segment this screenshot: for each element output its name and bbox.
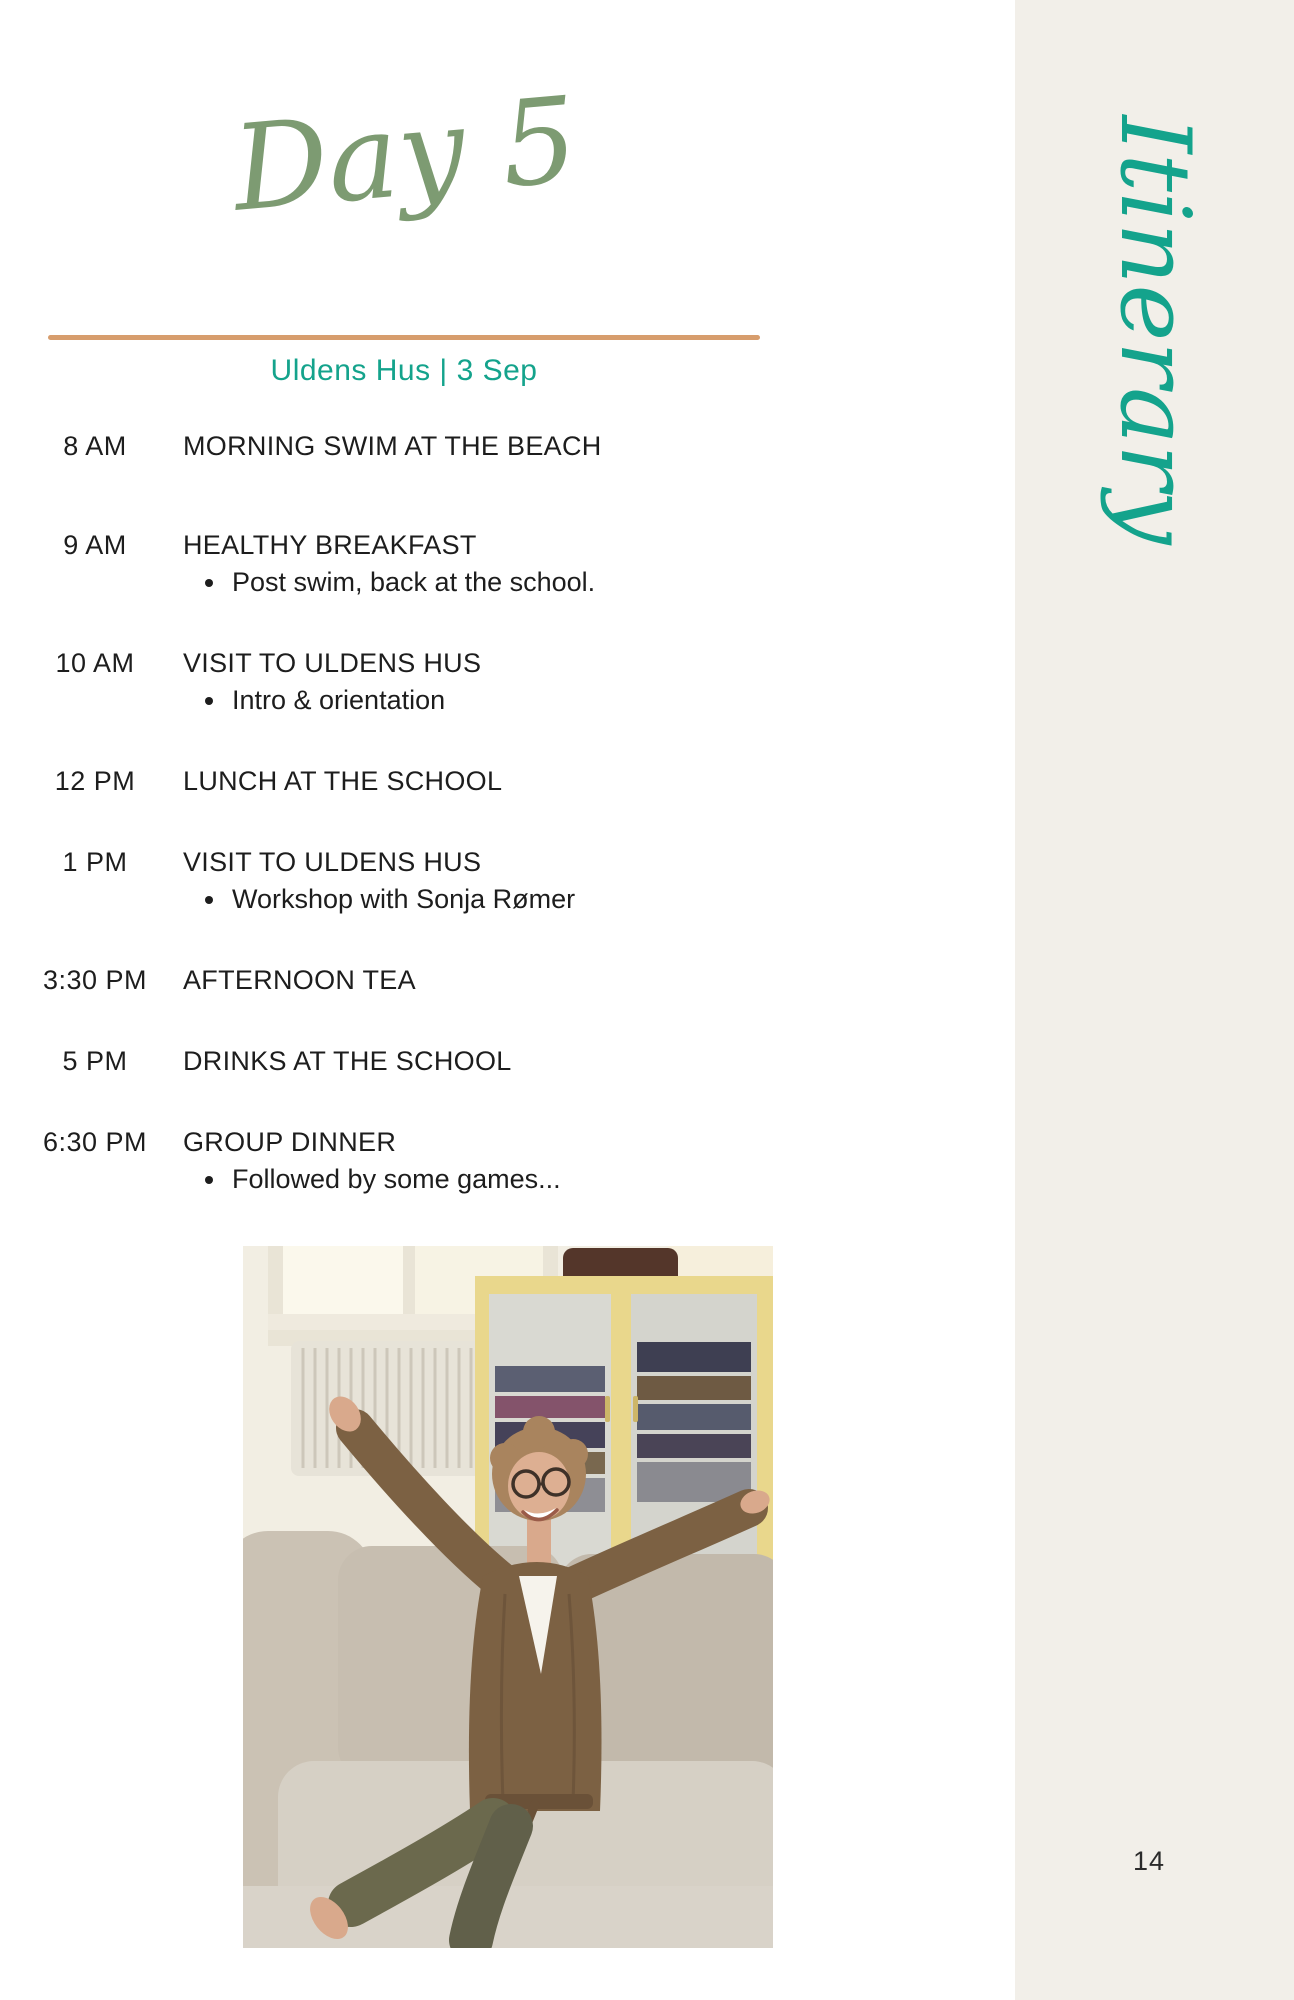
location-date-subtitle: Uldens Hus | 3 Sep xyxy=(270,354,538,387)
schedule-activity-title: LUNCH AT THE SCHOOL xyxy=(183,766,503,796)
schedule-activity-detail: Intro & orientation xyxy=(232,685,446,715)
bullet-dot-icon xyxy=(205,896,213,904)
photo-illustration xyxy=(243,1246,773,1948)
bullet-dot-icon xyxy=(205,697,213,705)
page-number: 14 xyxy=(1133,1846,1166,1876)
schedule-time: 6:30 PM xyxy=(42,1127,148,1157)
schedule-activity xyxy=(183,1043,512,1080)
bullet-dot-icon xyxy=(205,1176,213,1184)
sidebar-itinerary-label: Itinerary xyxy=(1098,115,1211,545)
schedule-activity-detail: Followed by some games... xyxy=(232,1164,561,1194)
schedule-activity-title: HEALTHY BREAKFAST xyxy=(183,530,477,560)
schedule-time: 8 AM xyxy=(63,431,127,461)
schedule-activity-title: MORNING SWIM AT THE BEACH xyxy=(183,431,602,461)
schedule-row xyxy=(40,645,1015,719)
schedule-row xyxy=(40,1043,1015,1080)
divider-line xyxy=(48,335,760,340)
schedule-activity-detail: Workshop with Sonja Rømer xyxy=(232,884,576,914)
schedule-activity-title: VISIT TO ULDENS HUS xyxy=(183,847,482,877)
schedule-row xyxy=(40,527,1015,601)
schedule-time: 12 PM xyxy=(54,766,136,796)
schedule-row xyxy=(40,763,1015,800)
schedule-activity-title: DRINKS AT THE SCHOOL xyxy=(183,1046,512,1076)
schedule-activity-title: VISIT TO ULDENS HUS xyxy=(183,648,482,678)
schedule-time: 10 AM xyxy=(55,648,135,678)
schedule-row xyxy=(40,428,1015,465)
bullet-dot-icon xyxy=(205,579,213,587)
schedule-activity-bullet xyxy=(205,881,575,918)
schedule-activity xyxy=(183,844,575,918)
schedule-activity-bullet xyxy=(205,1161,561,1198)
schedule-activity xyxy=(183,1124,561,1198)
schedule-activity-title: GROUP DINNER xyxy=(183,1127,397,1157)
day-title: Day 5 xyxy=(227,70,583,238)
schedule-activity xyxy=(183,962,416,999)
schedule-activity xyxy=(183,645,481,719)
schedule-activity-bullet xyxy=(205,682,481,719)
schedule-time: 9 AM xyxy=(63,530,127,560)
schedule-activity xyxy=(183,428,602,465)
schedule-activity xyxy=(183,527,595,601)
schedule-activity-title: AFTERNOON TEA xyxy=(183,965,416,995)
photo xyxy=(243,1246,773,1948)
sidebar xyxy=(1015,0,1294,2000)
schedule-row xyxy=(40,1124,1015,1198)
schedule-list xyxy=(0,428,1015,1198)
schedule-activity xyxy=(183,763,502,800)
schedule-time: 5 PM xyxy=(62,1046,128,1076)
schedule-row xyxy=(40,844,1015,918)
schedule-row xyxy=(40,962,1015,999)
schedule-time: 1 PM xyxy=(62,847,128,877)
schedule-activity-bullet xyxy=(205,564,595,601)
schedule-time: 3:30 PM xyxy=(42,965,148,995)
schedule-activity-detail: Post swim, back at the school. xyxy=(232,567,596,597)
